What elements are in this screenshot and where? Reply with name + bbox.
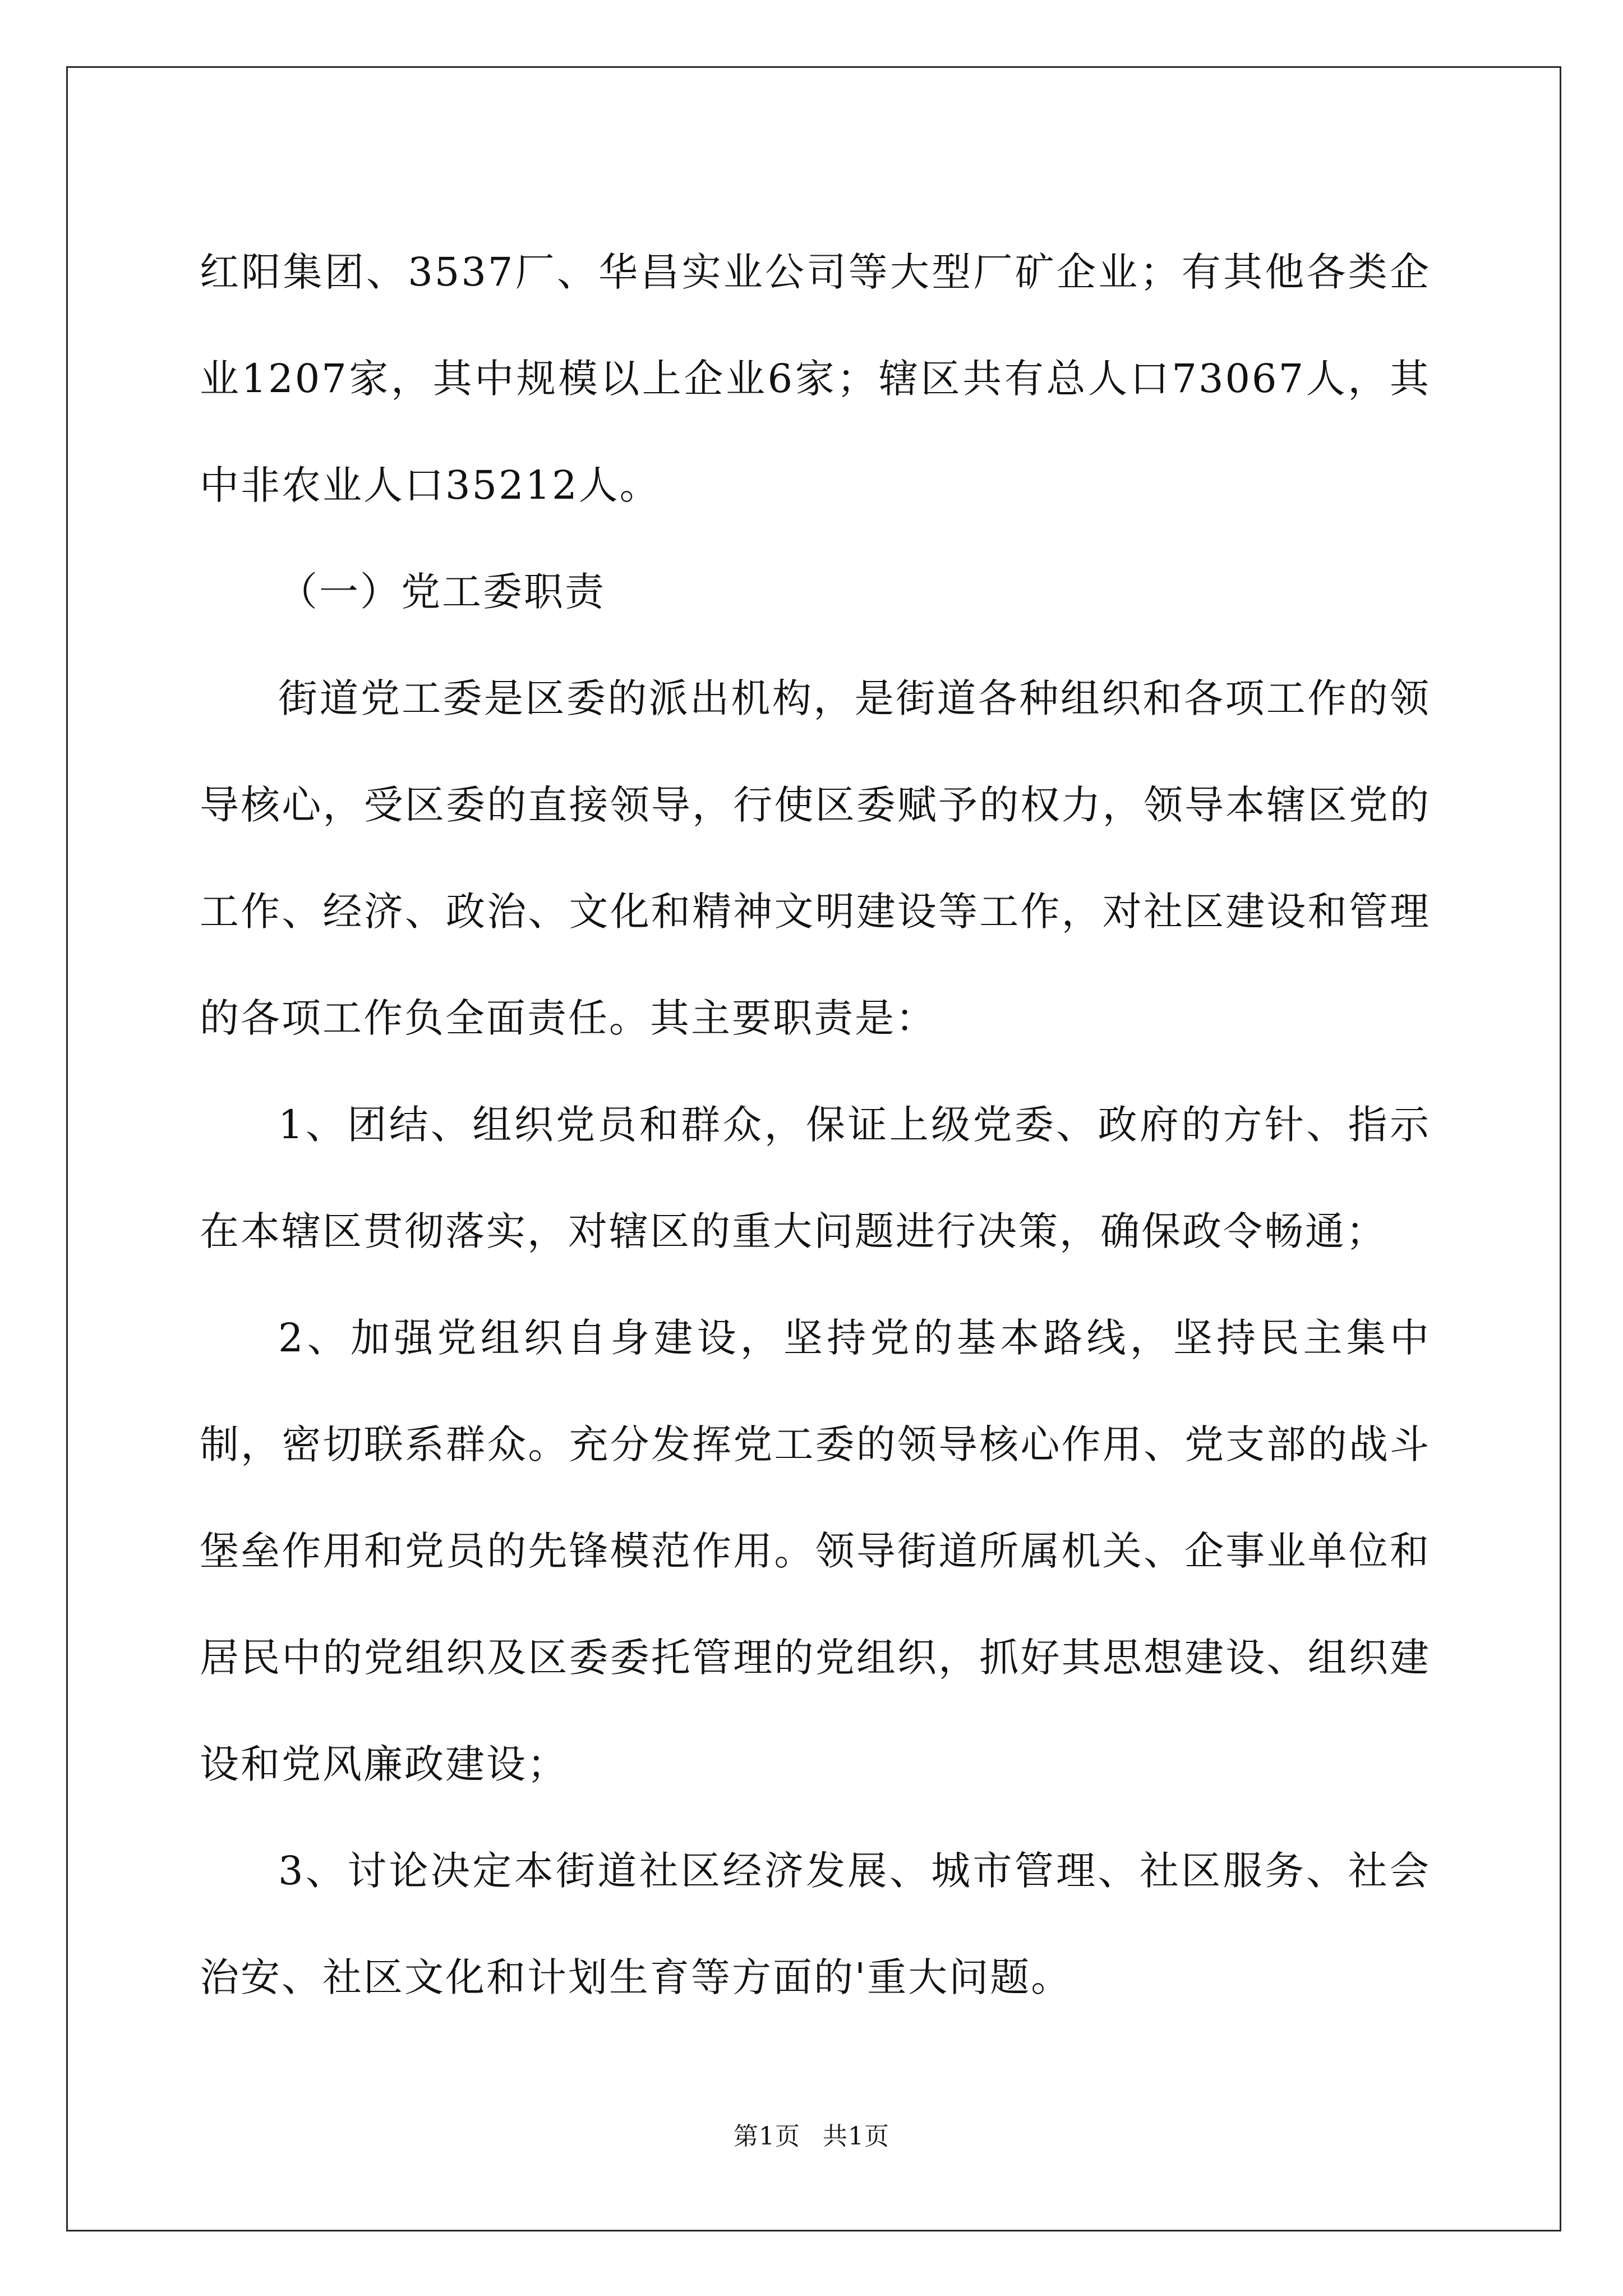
document-body bbox=[200, 219, 1431, 2031]
list-item-3: 3、讨论决定本街道社区经济发展、城市管理、社区服务、社会治安、社区文化和计划生育等方面的'重大问题。 bbox=[200, 1848, 1431, 2000]
paragraph-2: 街道党工委是区委的派出机构，是街道各种组织和各项工作的领导核心，受区委的直接领导，行使区委赋予的权力，领导本辖区党的工作、经济、政治、文化和精神文明建设等工作，对社区建设和管理的各项工作负全面责任。其主要职责是： bbox=[200, 675, 1431, 1041]
list-item-2: 2、加强党组织自身建设，坚持党的基本路线，坚持民主集中制，密切联系群众。充分发挥党工委的领导核心作用、党支部的战斗堡垒作用和党员的先锋模范作用。领导街道所属机关、企事业单位和居民中的党组织及区委委托管理的党组织，抓好其思想建设、组织建设和党风廉政建设； bbox=[200, 1315, 1431, 1787]
page-number: 第1页 bbox=[734, 2122, 800, 2151]
section-heading: （一）党工委职责 bbox=[278, 569, 606, 615]
paragraph-1: 红阳集团、3537厂、华昌实业公司等大型厂矿企业；有其他各类企业1207家，其中规模以上企业6家；辖区共有总人口73067人，其中非农业人口35212人。 bbox=[200, 249, 1431, 508]
page-total: 共1页 bbox=[823, 2122, 889, 2151]
list-item-1: 1、团结、组织党员和群众，保证上级党委、政府的方针、指示在本辖区贯彻落实，对辖区的重大问题进行决策，确保政令畅通； bbox=[200, 1102, 1431, 1254]
page-footer bbox=[0, 2116, 1623, 2152]
